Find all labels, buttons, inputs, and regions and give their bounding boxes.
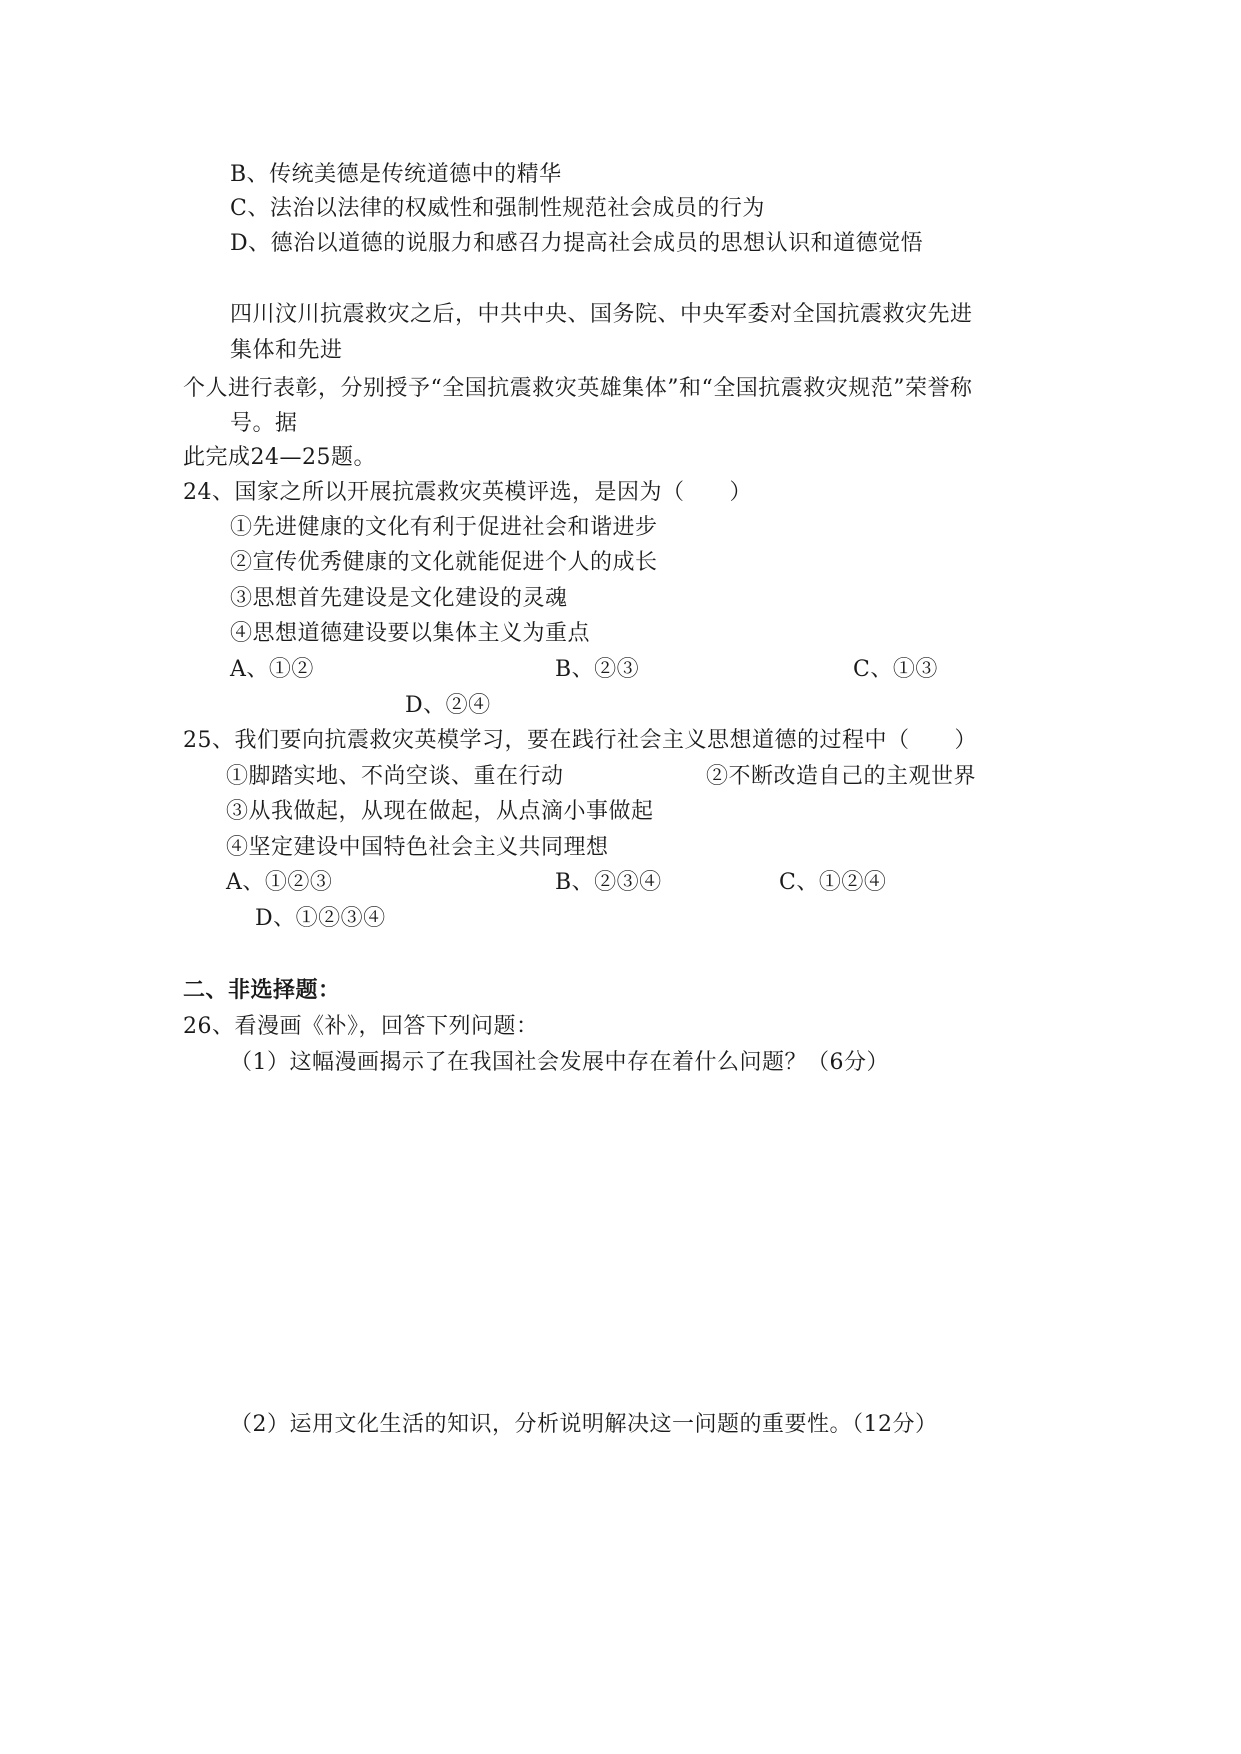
q24-option-b: B、②③ [555, 657, 640, 682]
q24-option-d: D、②④ [405, 693, 491, 718]
passage-line-3: 个人进行表彰，分别授予“全国抗震救灾英雄集体”和“全国抗震救灾规范”荣誉称 [183, 376, 973, 401]
q25-item-1: ①脚踏实地、不尚空谈、重在行动 [226, 764, 564, 789]
q25-stem: 25、我们要向抗震救灾英模学习，要在践行社会主义思想道德的过程中（ ） [183, 728, 977, 753]
q25-option-d: D、①②③④ [255, 906, 386, 931]
q25-option-b: B、②③④ [555, 870, 662, 895]
q26-stem: 26、看漫画《补》，回答下列问题： [183, 1014, 539, 1039]
passage-line-5: 此完成24—25题。 [183, 445, 376, 470]
q25-option-c: C、①②④ [779, 870, 887, 895]
q25-item-2: ②不断改造自己的主观世界 [706, 764, 977, 789]
q25-item-3: ③从我做起，从现在做起，从点滴小事做起 [226, 799, 654, 824]
section-heading-non-choice: 二、非选择题： [183, 978, 341, 1003]
passage-line-2: 集体和先进 [230, 338, 343, 363]
q23-option-c: C、法治以法律的权威性和强制性规范社会成员的行为 [230, 196, 765, 221]
q24-option-a: A、①② [230, 657, 314, 682]
passage-line-4: 号。据 [230, 411, 298, 436]
q24-item-1: ①先进健康的文化有利于促进社会和谐进步 [230, 515, 658, 540]
q24-stem: 24、国家之所以开展抗震救灾英模评选，是因为（ ） [183, 480, 752, 505]
q26-part-2: （2）运用文化生活的知识，分析说明解决这一问题的重要性。（12分） [230, 1412, 938, 1437]
q24-item-4: ④思想道德建设要以集体主义为重点 [230, 621, 591, 646]
q24-item-3: ③思想首先建设是文化建设的灵魂 [230, 586, 568, 611]
q25-option-a: A、①②③ [226, 870, 333, 895]
q24-item-2: ②宣传优秀健康的文化就能促进个人的成长 [230, 550, 658, 575]
q23-option-d: D、德治以道德的说服力和感召力提高社会成员的思想认识和道德觉悟 [230, 231, 924, 256]
q24-option-c: C、①③ [853, 657, 938, 682]
q26-part-1: （1）这幅漫画揭示了在我国社会发展中存在着什么问题？（6分） [230, 1050, 889, 1075]
passage-line-1: 四川汶川抗震救灾之后，中共中央、国务院、中央军委对全国抗震救灾先进 [230, 302, 973, 327]
q23-option-b: B、传统美德是传统道德中的精华 [230, 162, 562, 187]
q25-item-4: ④坚定建设中国特色社会主义共同理想 [226, 835, 609, 860]
